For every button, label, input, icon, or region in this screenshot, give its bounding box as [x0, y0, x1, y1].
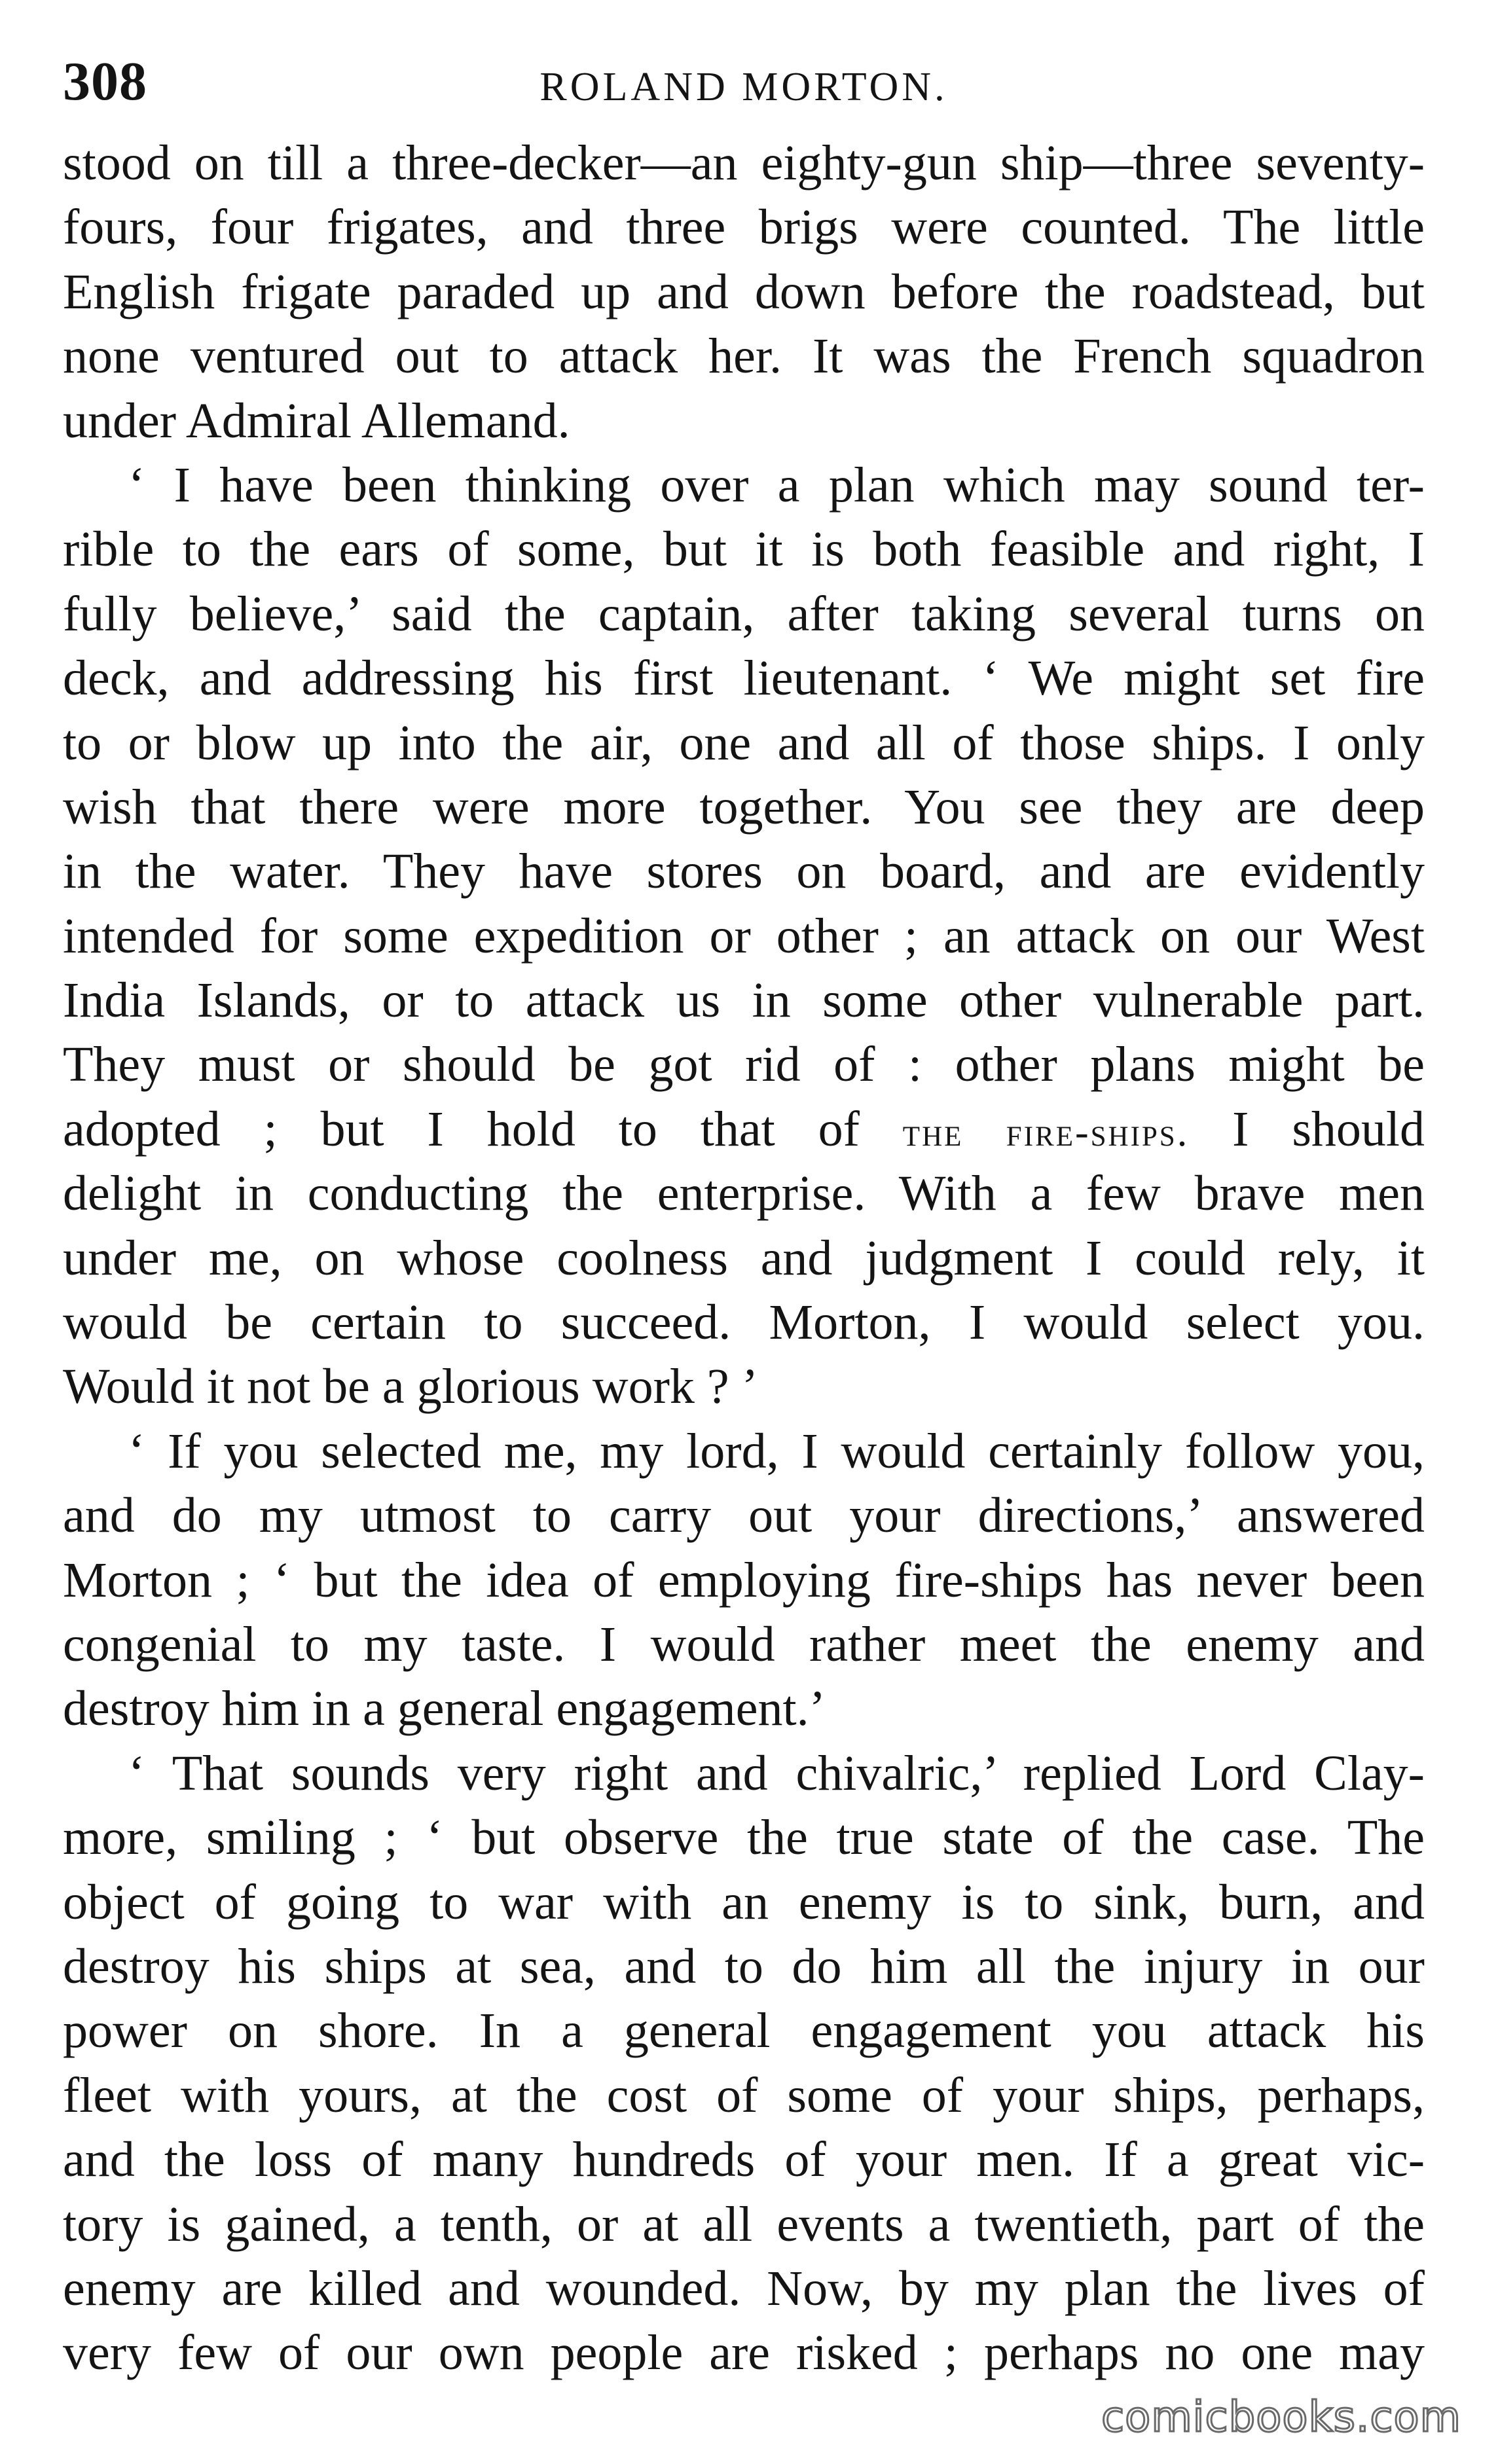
- text-line: They must or should be got rid of : other plans might be: [63, 1037, 1425, 1093]
- text-line: India Islands, or to attack us in some other vulnerable part.: [63, 973, 1425, 1028]
- page-number: 308: [63, 51, 147, 112]
- text-line: intended for some expedition or other ; an attack on our West: [63, 908, 1425, 964]
- text-line: under Admiral Allemand.: [63, 393, 570, 448]
- text-line: stood on till a three-decker—an eighty-gun ship—three seventy-: [63, 136, 1425, 190]
- text-line: more, smiling ; ‘ but observe the true state of the case. The: [63, 1810, 1425, 1866]
- text-line: object of going to war with an enemy is to sink, burn, and: [63, 1874, 1425, 1930]
- text-line: delight in conducting the enterprise. With a few brave men: [63, 1166, 1425, 1222]
- text-fragment: I should: [1232, 1101, 1425, 1157]
- text-line: destroy him in a general engagement.’: [63, 1681, 826, 1737]
- text-line: under me, on whose coolness and judgment I could rely, it: [63, 1230, 1425, 1286]
- text-line: ‘ That sounds very right and chivalric,’ replied Lord Clay-: [128, 1745, 1425, 1801]
- text-line: Morton ; ‘ but the idea of employing fire-ships has never been: [63, 1552, 1425, 1608]
- text-line: enemy are killed and wounded. Now, by my plan the lives of: [63, 2260, 1425, 2316]
- text-fragment: adopted ; but I hold to that of: [63, 1101, 860, 1157]
- text-line: ‘ I have been thinking over a plan which may sound ter-: [128, 457, 1425, 513]
- watermark: comicbooks.com: [1101, 2393, 1461, 2442]
- text-line: fours, four frigates, and three brigs were counted. The little: [63, 200, 1425, 255]
- text-line: Would it not be a glorious work ? ’: [63, 1359, 758, 1415]
- text-line: deck, and addressing his first lieutenant. ‘ We might set fire: [63, 651, 1425, 706]
- text-line: [63, 1097, 1425, 1161]
- text-line: fully believe,’ said the captain, after taking several turns on: [63, 586, 1425, 642]
- page-header: [63, 46, 1425, 118]
- text-line: ‘ If you selected me, my lord, I would certainly follow you,: [128, 1423, 1425, 1479]
- text-line: would be certain to succeed. Morton, I would select you.: [63, 1295, 1425, 1350]
- text-line: and the loss of many hundreds of your men. If a great vic-: [63, 2132, 1425, 2188]
- text-line: to or blow up into the air, one and all of those ships. I only: [63, 715, 1425, 770]
- text-line: congenial to my taste. I would rather meet the enemy and: [63, 1616, 1425, 1672]
- text-line: power on shore. In a general engagement you attack his: [63, 2003, 1425, 2059]
- text-line: none ventured out to attack her. It was the French squadron: [63, 329, 1425, 384]
- text-line: English frigate paraded up and down before the roadstead, but: [63, 264, 1425, 319]
- text-line: wish that there were more together. You see they are deep: [63, 779, 1425, 835]
- text-line: in the water. They have stores on board, and are evidently: [63, 844, 1425, 899]
- running-title: ROLAND MORTON.: [539, 65, 948, 109]
- text-line: destroy his ships at sea, and to do him all the injury in our: [63, 1938, 1425, 1994]
- small-caps-phrase: the fire-ships.: [902, 1110, 1190, 1155]
- text-line: and do my utmost to carry out your directions,’ answered: [63, 1488, 1425, 1544]
- text-line: tory is gained, a tenth, or at all events a twentieth, part of the: [63, 2196, 1425, 2252]
- text-line: fleet with yours, at the cost of some of your ships, perhaps,: [63, 2067, 1425, 2123]
- text-line: very few of our own people are risked ; perhaps no one may: [63, 2325, 1425, 2381]
- text-line: rible to the ears of some, but it is both feasible and right, I: [63, 522, 1425, 577]
- body-text: [63, 131, 1425, 2385]
